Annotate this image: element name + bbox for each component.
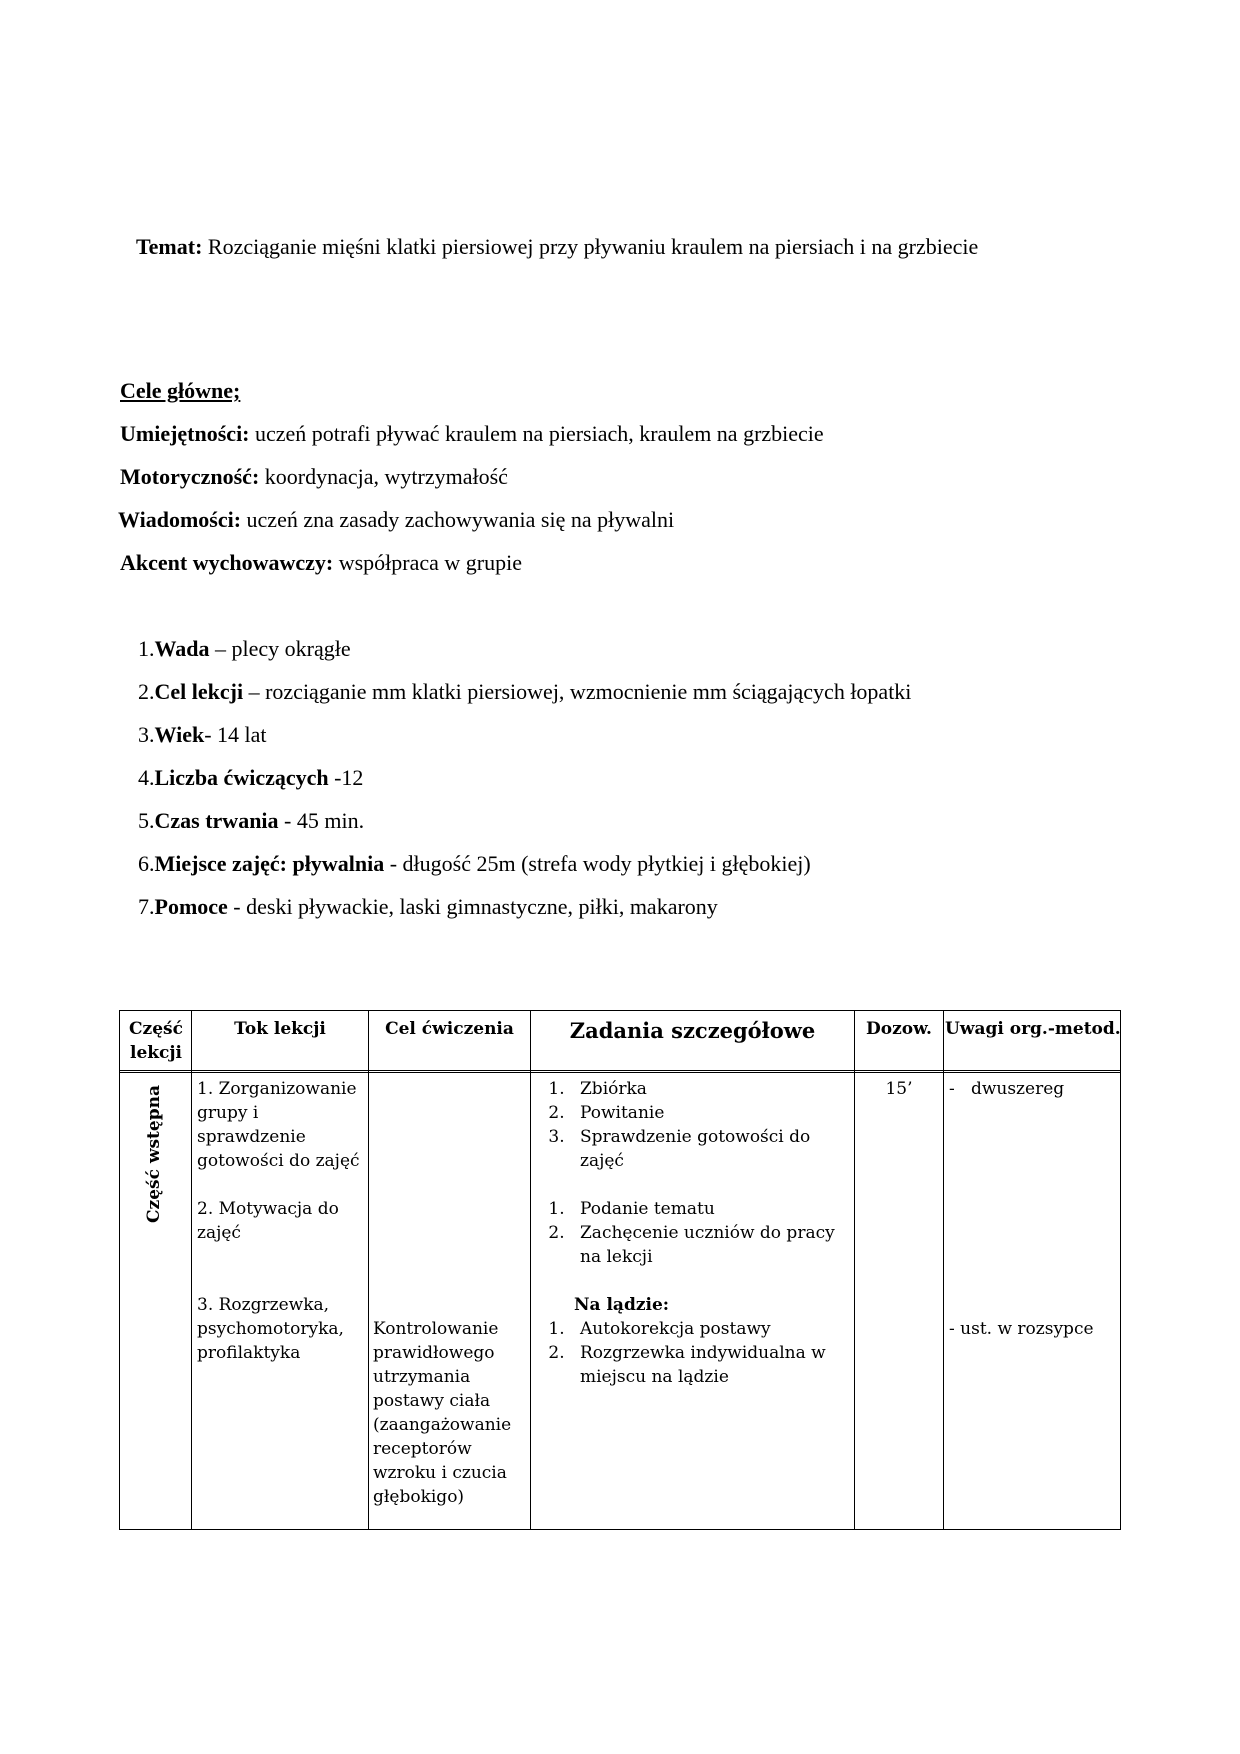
header-course: Tok lekcji (234, 1019, 326, 1039)
goal-skills-text: uczeń potrafi pływać kraulem na piersiach, kraulem na grzbiecie (249, 421, 824, 446)
task-item: 3. Sprawdzenie gotowości do zajęć (570, 1125, 852, 1173)
goal-motor (120, 464, 508, 490)
goal-knowledge-label: Wiadomości: (118, 507, 242, 532)
goal-knowledge-text: uczeń zna zasady zachowywania się na pływalni (241, 507, 675, 532)
list-item-text: - 14 lat (204, 722, 267, 747)
topic-text: Rozciąganie mięśni klatki piersiowej przy pływaniu kraulem na piersiach i na grzbiecie (202, 234, 979, 259)
list-item-text: - 45 min. (278, 808, 365, 833)
list-item-text: - deski pływackie, laski gimnastyczne, piłki, makarony (227, 894, 718, 919)
goal-skills (120, 421, 824, 447)
note-2: - ust. w rozsypce (949, 1319, 1094, 1339)
task-item: 2. Rozgrzewka indywidualna w miejscu na lądzie (570, 1341, 852, 1389)
list-item (138, 894, 718, 920)
column-divider (368, 1011, 369, 1529)
note-1: - dwuszereg (949, 1079, 1065, 1099)
task-item: 2. Zachęcenie uczniów do pracy na lekcji (570, 1221, 852, 1269)
list-item-text: - długość 25m (strefa wody płytkiej i głębokiej) (384, 851, 811, 876)
column-divider (191, 1011, 192, 1529)
aim-text: Kontrolowanie prawidłowego utrzymania postawy ciała (zaangażowanie receptorów wzroku i czucia głębokigo) (373, 1319, 512, 1507)
list-item (138, 679, 911, 705)
section-label: Część wstępna (144, 1085, 165, 1223)
list-item-number: 4. (138, 765, 155, 790)
list-item-label: Wada (154, 636, 210, 661)
list-item-label: Pomoce (154, 894, 228, 919)
list-item (138, 808, 364, 834)
header-aim: Cel ćwiczenia (385, 1019, 514, 1039)
goals-heading: Cele główne; (120, 378, 241, 403)
task-item: 1. Zbiórka (570, 1077, 852, 1101)
list-item (138, 765, 363, 791)
course-step-3: 3. Rozgrzewka, psychomotoryka, profilaktyka (197, 1295, 344, 1363)
tasks-group-1 (532, 1077, 852, 1173)
header-part: Część lekcji (129, 1019, 183, 1063)
list-item-label: Cel lekcji (154, 679, 244, 704)
column-divider (943, 1011, 944, 1529)
list-item (138, 851, 811, 877)
goal-education (120, 550, 522, 576)
list-item-number: 1. (138, 636, 155, 661)
course-step-2: 2. Motywacja do zajęć (197, 1199, 339, 1243)
list-item-label: Wiek (154, 722, 205, 747)
list-item-text: – rozciąganie mm klatki piersiowej, wzmocnienie mm ściągających łopatki (243, 679, 912, 704)
list-item-number: 2. (138, 679, 155, 704)
goal-motor-label: Motoryczność: (120, 464, 260, 489)
goal-skills-label: Umiejętności: (120, 421, 250, 446)
lesson-plan-table (119, 1010, 1121, 1530)
list-item-label: Liczba ćwiczących (154, 765, 329, 790)
dosage-value: 15’ (885, 1079, 913, 1099)
section-label-cell (126, 1079, 182, 1229)
list-item-text: -12 (328, 765, 364, 790)
list-item-label: Miejsce zajęć: pływalnia (154, 851, 385, 876)
list-item-number: 5. (138, 808, 155, 833)
list-item-number: 6. (138, 851, 155, 876)
task-item: 1. Autokorekcja postawy (570, 1317, 852, 1341)
header-divider (120, 1070, 1120, 1073)
list-item-text: – plecy okrągłe (209, 636, 351, 661)
topic-label: Temat: (136, 234, 203, 259)
tasks-group-3-heading: Na lądzie: (574, 1295, 670, 1315)
list-item-label: Czas trwania (154, 808, 279, 833)
course-step-1: 1. Zorganizowanie grupy i sprawdzenie gotowości do zajęć (197, 1079, 360, 1171)
tasks-group-3 (532, 1317, 852, 1389)
topic-line (136, 234, 978, 260)
list-item-number: 3. (138, 722, 155, 747)
task-item: 2. Powitanie (570, 1101, 852, 1125)
goal-education-label: Akcent wychowawczy: (120, 550, 334, 575)
column-divider (854, 1011, 855, 1529)
header-notes: Uwagi org.-metod. (945, 1019, 1121, 1039)
goal-knowledge (118, 507, 674, 533)
column-divider (530, 1011, 531, 1529)
header-tasks: Zadania szczegółowe (569, 1018, 816, 1043)
goal-motor-text: koordynacja, wytrzymałość (259, 464, 508, 489)
tasks-group-2 (532, 1197, 852, 1269)
list-item (138, 636, 351, 662)
list-item (138, 722, 267, 748)
header-dosage: Dozow. (866, 1019, 932, 1039)
task-item: 1. Podanie tematu (570, 1197, 852, 1221)
list-item-number: 7. (138, 894, 155, 919)
goal-education-text: współpraca w grupie (333, 550, 523, 575)
